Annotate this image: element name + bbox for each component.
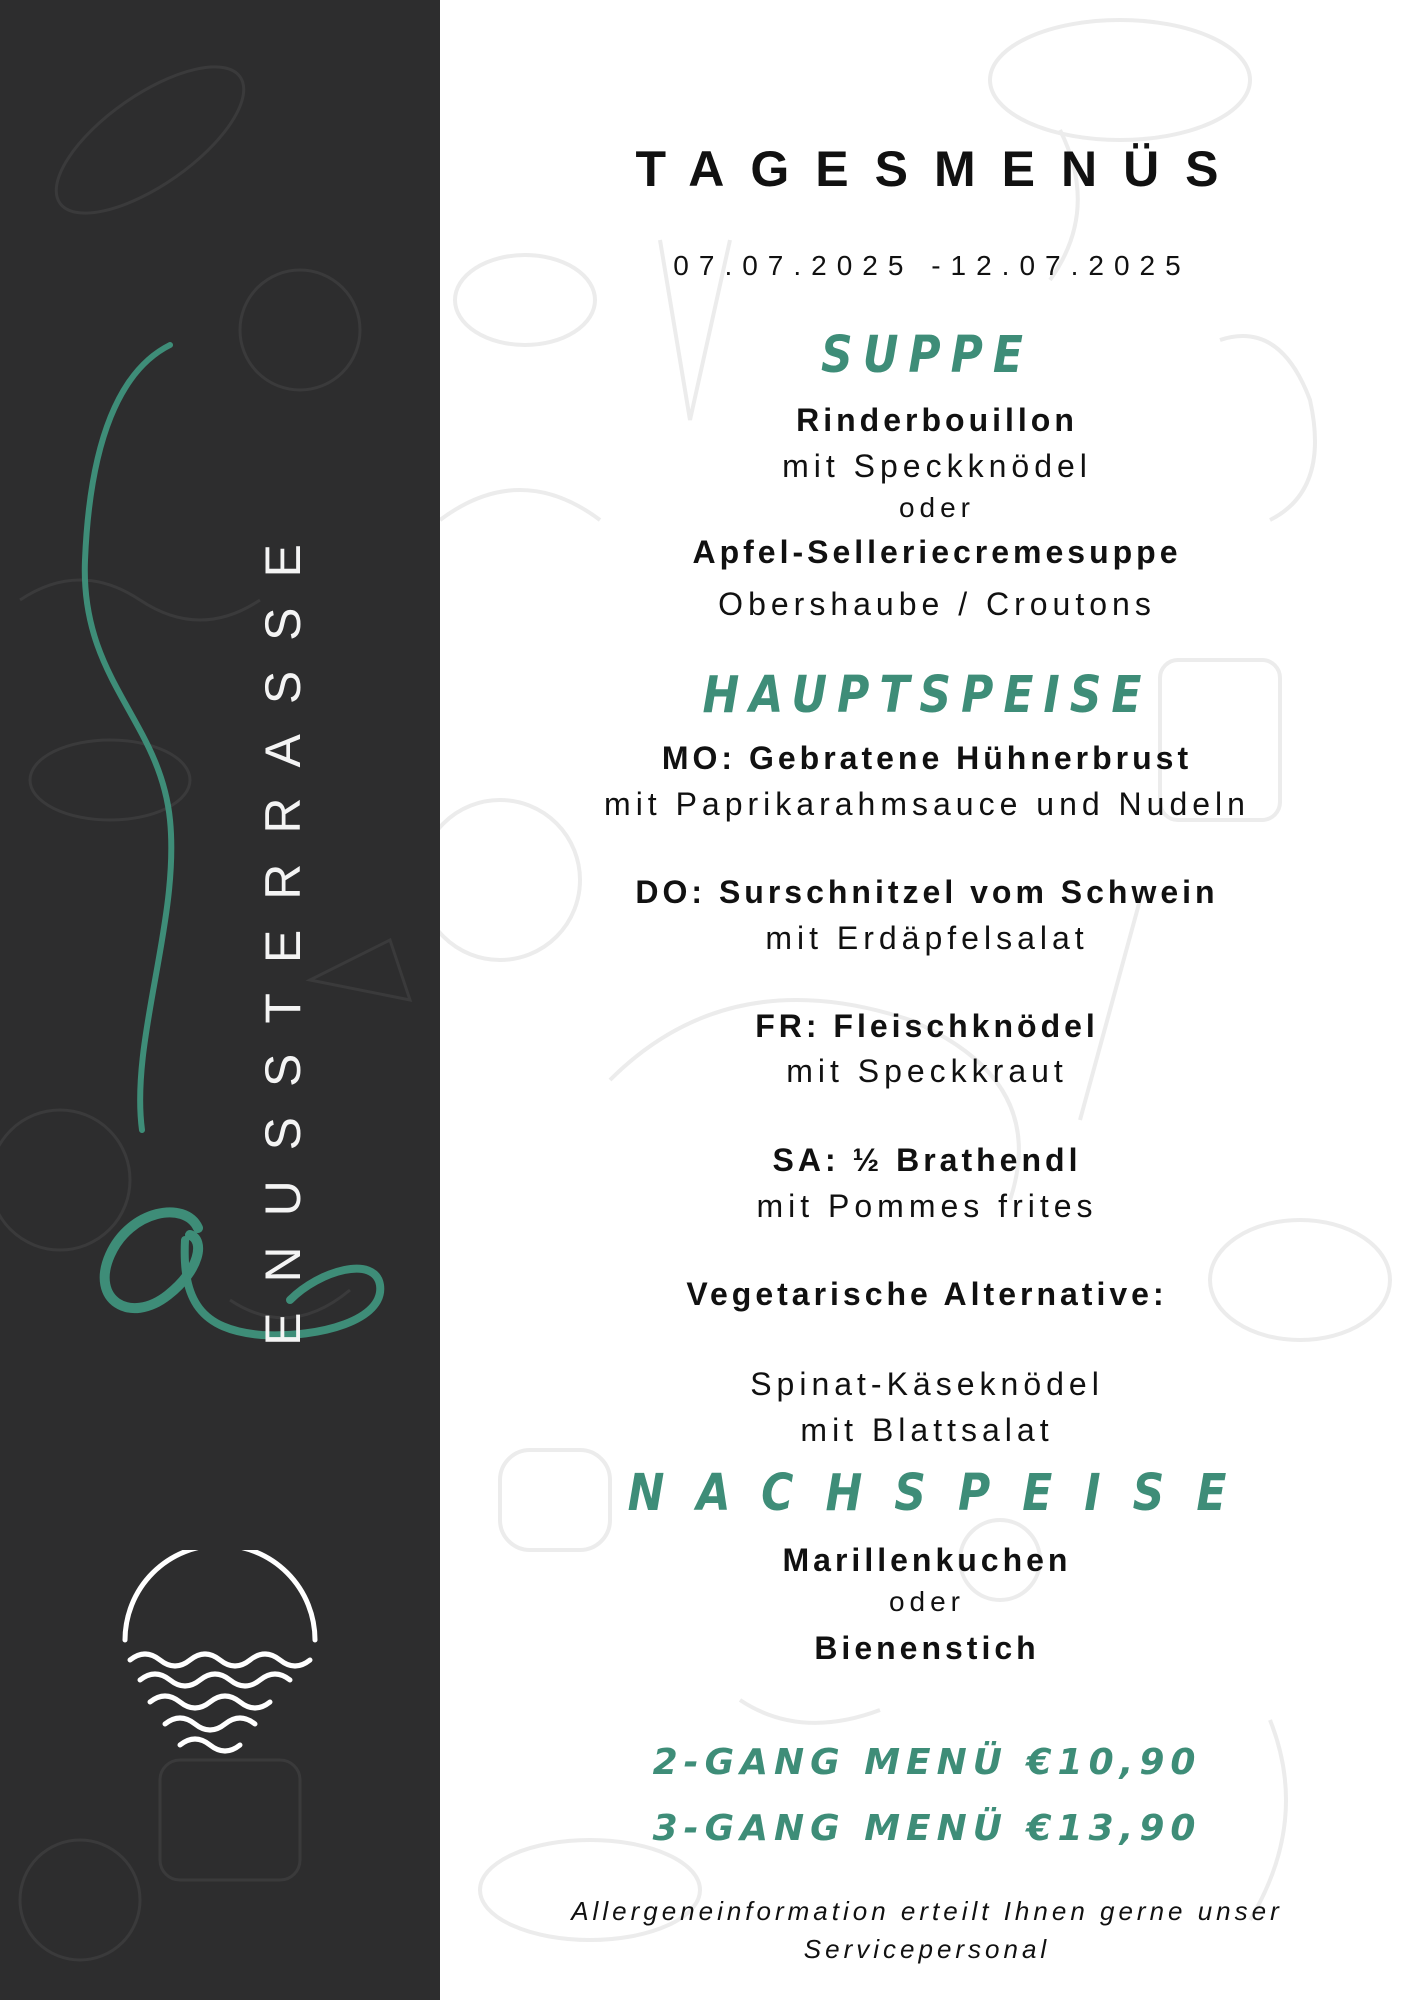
veg-desc: mit Blattsalat — [800, 1412, 1054, 1448]
allergen-note-line1: Allergeneinformation erteilt Ihnen gerne unser — [571, 1896, 1283, 1926]
price-three-course: 3-GANG MENÜ €13,90 — [652, 1808, 1202, 1849]
soup-option2-desc: Obershaube / Croutons — [718, 586, 1156, 622]
main-heading: HAUPTSPEISE — [702, 666, 1152, 725]
sunset-waves-icon — [115, 1550, 325, 1770]
menu-date-range: 07.07.2025 -12.07.2025 — [673, 250, 1191, 281]
soup-option1-name: Rinderbouillon — [796, 402, 1078, 438]
main-item-sa-name: SA: ½ Brathendl — [772, 1142, 1082, 1178]
dessert-heading: NACHSPEISE — [627, 1464, 1259, 1523]
soup-option2-name: Apfel-Selleriecremesuppe — [692, 534, 1182, 570]
soup-or: oder — [898, 492, 976, 523]
main-item-fr-name: FR: Fleischknödel — [755, 1008, 1099, 1044]
veg-name: Spinat-Käseknödel — [750, 1366, 1104, 1402]
main-item-mo-name: MO: Gebratene Hühnerbrust — [661, 740, 1193, 776]
brand-sidebar — [0, 0, 440, 2000]
dessert-option2: Bienenstich — [814, 1630, 1040, 1666]
main-item-mo-desc: mit Paprikarahmsauce und Nudeln — [604, 786, 1250, 822]
main-item-do-desc: mit Erdäpfelsalat — [765, 920, 1089, 956]
dessert-option1: Marillenkuchen — [782, 1542, 1072, 1578]
menu-title: TAGESMENÜS — [635, 141, 1245, 197]
menu-content — [440, 0, 1414, 2000]
veg-heading: Vegetarische Alternative: — [686, 1276, 1168, 1312]
main-item-sa-desc: mit Pommes frites — [756, 1188, 1098, 1224]
main-item-do-name: DO: Surschnitzel vom Schwein — [635, 874, 1219, 910]
main-item-fr-desc: mit Speckkraut — [786, 1053, 1068, 1089]
soup-heading: SUPPE — [821, 326, 1033, 385]
allergen-note-line2: Servicepersonal — [803, 1934, 1051, 1964]
dessert-or: oder — [888, 1586, 966, 1617]
brand-name-vertical: ENUSSTERRASSE — [255, 514, 311, 1346]
soup-option1-desc: mit Speckknödel — [782, 448, 1092, 484]
price-two-course: 2-GANG MENÜ €10,90 — [652, 1742, 1202, 1783]
